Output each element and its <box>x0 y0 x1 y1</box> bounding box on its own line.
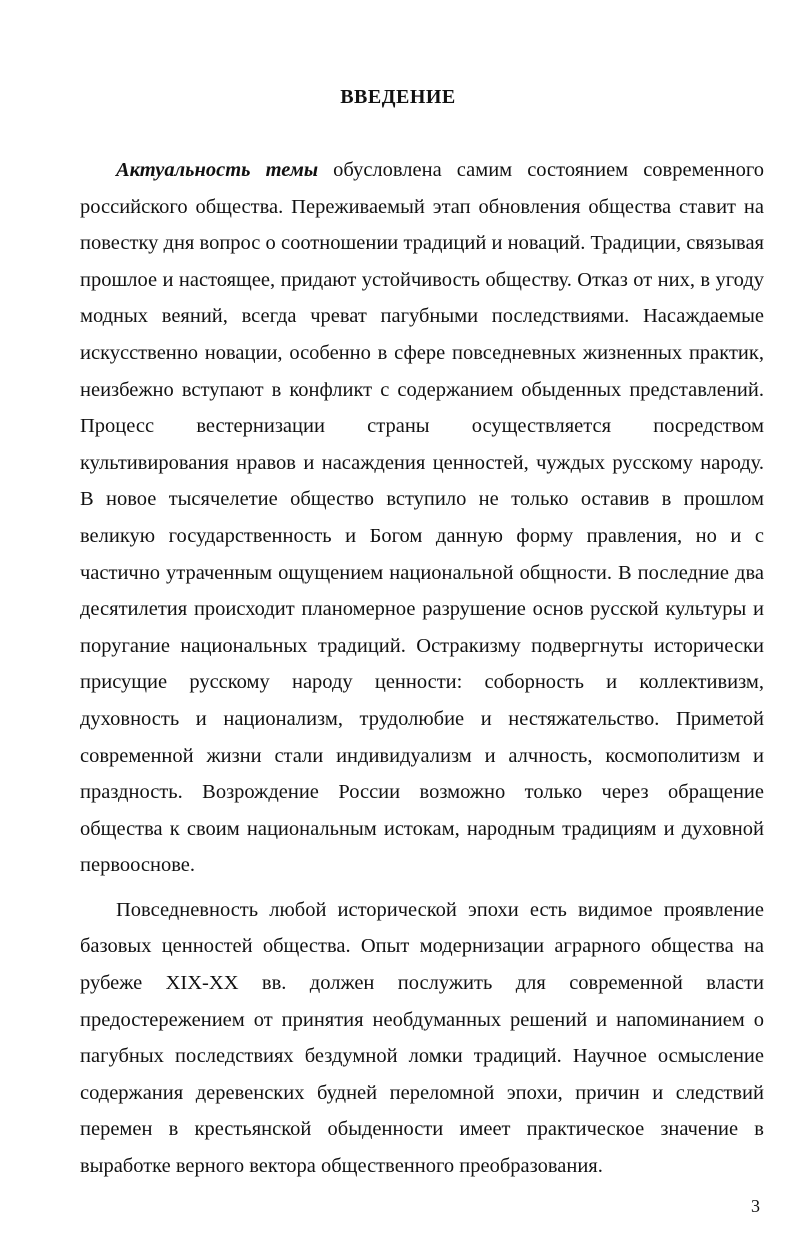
page-title: ВВЕДЕНИЕ <box>340 86 456 108</box>
relevance-lead: Актуальность темы <box>116 159 319 181</box>
paragraph-relevance <box>80 152 764 884</box>
body-text <box>80 152 764 1185</box>
page-number: 3 <box>751 1196 760 1216</box>
paragraph-everyday-life: Повседневность любой исторической эпохи есть видимое проявление базовых ценностей общества. Опыт модернизации аграрного общества на рубеже XIX-XX вв. должен послужить для современной власти предостережением от принятия необдуманных решений и напоминанием о пагубных последствиях бездумной ломки традиций. Научное осмысление содержания деревенских будней переломной эпохи, причин и следствий перемен в крестьянской обыденности имеет практическое значение в выработке верного вектора общественного преобразования. <box>80 898 764 1178</box>
relevance-text: обусловлена самим состоянием современного российского общества. Переживаемый этап обновления общества ставит на повестку дня вопрос о соотношении традиций и новаций. Традиции, связывая прошлое и настоящее, придают устойчивость обществу. Отказ от них, в угоду модных веяний, всегда чреват пагубными последствиями. Насаждаемые искусственно новации, особенно в сфере повседневных жизненных практик, неизбежно вступают в конфликт с содержанием обыденных представлений. Процесс вестернизации страны осуществляется посредством культивирования нравов и насаждения ценностей, чуждых русскому народу. В новое тысячелетие общество вступило не только оставив в прошлом великую государственность и Богом данную форму правления, но и с частично утраченным ощущением национальной общности. В последние два десятилетия происходит планомерное разрушение основ русской культуры и поругание национальных традиций. Остракизму подвергнуты исторически присущие русскому народу ценности: соборность и коллективизм, духовность и национализм, трудолюбие и нестяжательство. Приметой современной жизни стали индивидуализм и алчность, космополитизм и праздность. Возрождение России возможно только через обращение общества к своим национальным истокам, народным традициям и духовной первооснове. <box>80 159 764 877</box>
